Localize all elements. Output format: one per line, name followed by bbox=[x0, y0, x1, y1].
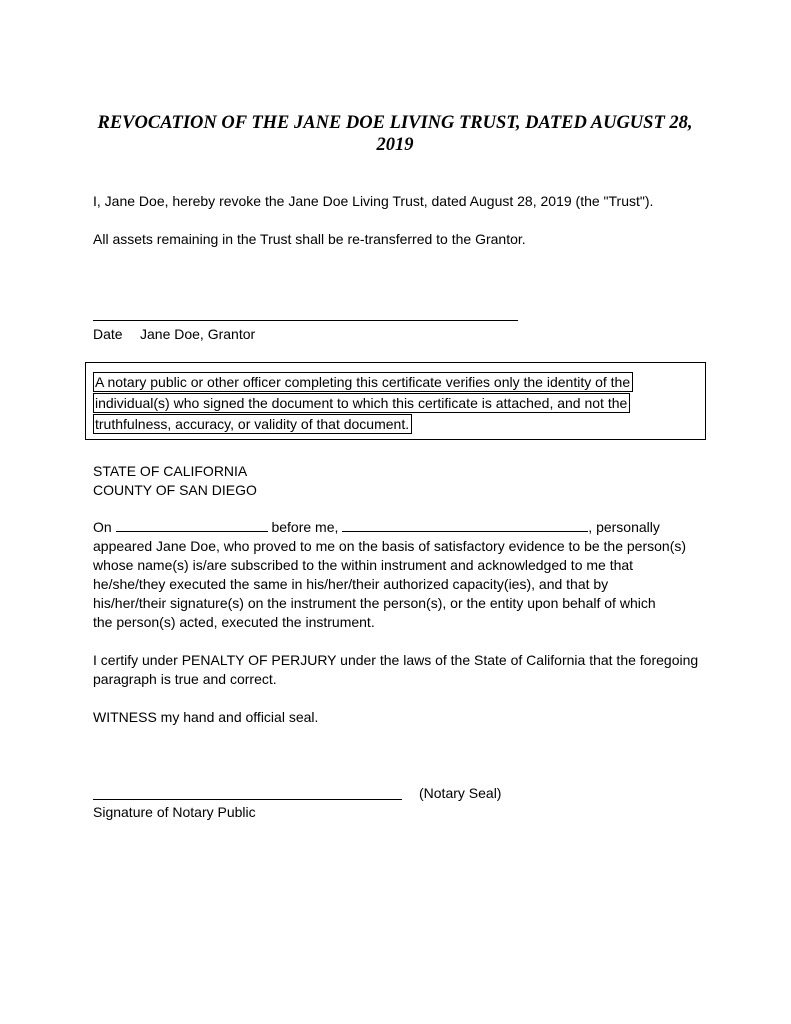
state-label: STATE OF CALIFORNIA bbox=[93, 463, 248, 479]
acknowledgment-paragraph bbox=[93, 518, 713, 632]
grantor-label: Jane Doe, Grantor bbox=[140, 326, 256, 342]
ack-line-6: the person(s) acted, executed the instrument. bbox=[93, 614, 375, 630]
title-line-1: REVOCATION OF THE JANE DOE LIVING TRUST, DATED AUGUST 28, bbox=[97, 113, 693, 133]
certify-line-1: I certify under PENALTY OF PERJURY under the laws of the State of California that the foregoing bbox=[93, 652, 699, 668]
ack-personally: , personally bbox=[588, 519, 660, 535]
notice-line-3: truthfulness, accuracy, or validity of that document. bbox=[93, 414, 412, 434]
ack-date-blank bbox=[116, 519, 268, 532]
ack-on: On bbox=[93, 519, 112, 535]
notice-line-1: A notary public or other officer completing this certificate verifies only the identity of the bbox=[93, 372, 633, 392]
ack-line-4: he/she/they executed the same in his/her/their authorized capacity(ies), and that by bbox=[93, 576, 609, 592]
date-label: Date bbox=[93, 326, 123, 342]
certify-paragraph bbox=[93, 651, 713, 689]
notary-signature-line bbox=[93, 799, 402, 800]
revoke-statement: I, Jane Doe, hereby revoke the Jane Doe Living Trust, dated August 28, 2019 (the "Trust"). bbox=[93, 193, 654, 209]
assets-statement: All assets remaining in the Trust shall be re-transferred to the Grantor. bbox=[93, 231, 526, 247]
witness-statement: WITNESS my hand and official seal. bbox=[93, 709, 319, 725]
document-title bbox=[95, 112, 695, 156]
ack-line-2: appeared Jane Doe, who proved to me on the basis of satisfactory evidence to be the person(s) bbox=[93, 538, 687, 554]
ack-line-1 bbox=[93, 518, 713, 537]
certify-line-2: paragraph is true and correct. bbox=[93, 671, 277, 687]
notary-signature-label: Signature of Notary Public bbox=[93, 804, 256, 820]
grantor-signature-line bbox=[93, 320, 518, 321]
ack-line-3: whose name(s) is/are subscribed to the within instrument and acknowledged to me that bbox=[93, 557, 634, 573]
ack-line-5: his/her/their signature(s) on the instrument the person(s), or the entity upon behalf of which bbox=[93, 595, 656, 611]
county-label: COUNTY OF SAN DIEGO bbox=[93, 482, 257, 498]
ack-officer-blank bbox=[342, 519, 588, 532]
notary-seal-label: (Notary Seal) bbox=[419, 785, 502, 801]
ack-before-me: before me, bbox=[271, 519, 339, 535]
notice-line-2: individual(s) who signed the document to which this certificate is attached, and not the bbox=[93, 393, 630, 413]
title-line-2: 2019 bbox=[376, 135, 414, 155]
